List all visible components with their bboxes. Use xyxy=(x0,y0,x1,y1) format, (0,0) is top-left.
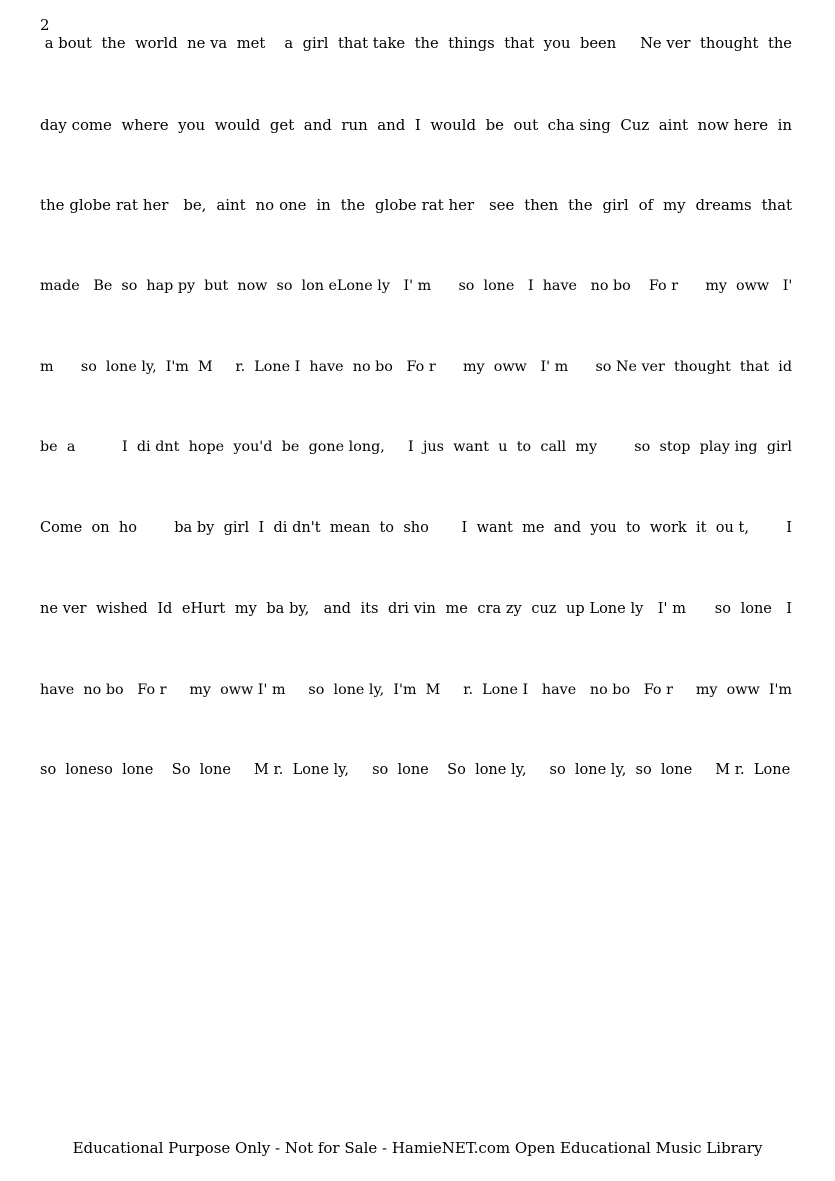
lyric-line-4: made Be so hap py but now so lon eLone ly I' m so lone I have no bo Fo r my oww I' xyxy=(40,278,793,295)
lyric-line-3: the globe rat her be, aint no one in the globe rat her see then the girl of my dreams that xyxy=(40,196,792,215)
lyric-line-8: ne ver wished Id eHurt my ba by, and its dri vin me cra zy cuz up Lone ly I' m so lone I xyxy=(40,600,792,617)
footer-notice: Educational Purpose Only - Not for Sale - HamieNET.com Open Educational Music Library xyxy=(72,1139,763,1157)
lyric-line-7: Come on ho ba by girl I di dn't mean to sho I want me and you to work it ou t, I xyxy=(40,520,792,537)
lyric-line-6: be a I di dnt hope you'd be gone long, I jus want u to call my so stop play ing girl xyxy=(40,439,792,456)
lyric-line-1: a bout the world ne va met a girl that take the things that you been Ne ver thought the xyxy=(40,35,792,52)
lyric-line-10: so loneso lone So lone M r. Lone ly, so lone So lone ly, so lone ly, so lone M r. Lone xyxy=(40,762,791,779)
lyric-line-9: have no bo Fo r my oww I' m so lone ly, I'm M r. Lone I have no bo Fo r my oww I'm xyxy=(40,681,792,698)
lyric-line-5: m so lone ly, I'm M r. Lone I have no bo Fo r my oww I' m so Ne ver thought that id xyxy=(40,358,792,375)
lyric-line-2: day come where you would get and run and I would be out cha sing Cuz aint now here in xyxy=(40,115,792,134)
lyrics-block xyxy=(40,33,792,840)
page-number: 2 xyxy=(40,16,50,34)
